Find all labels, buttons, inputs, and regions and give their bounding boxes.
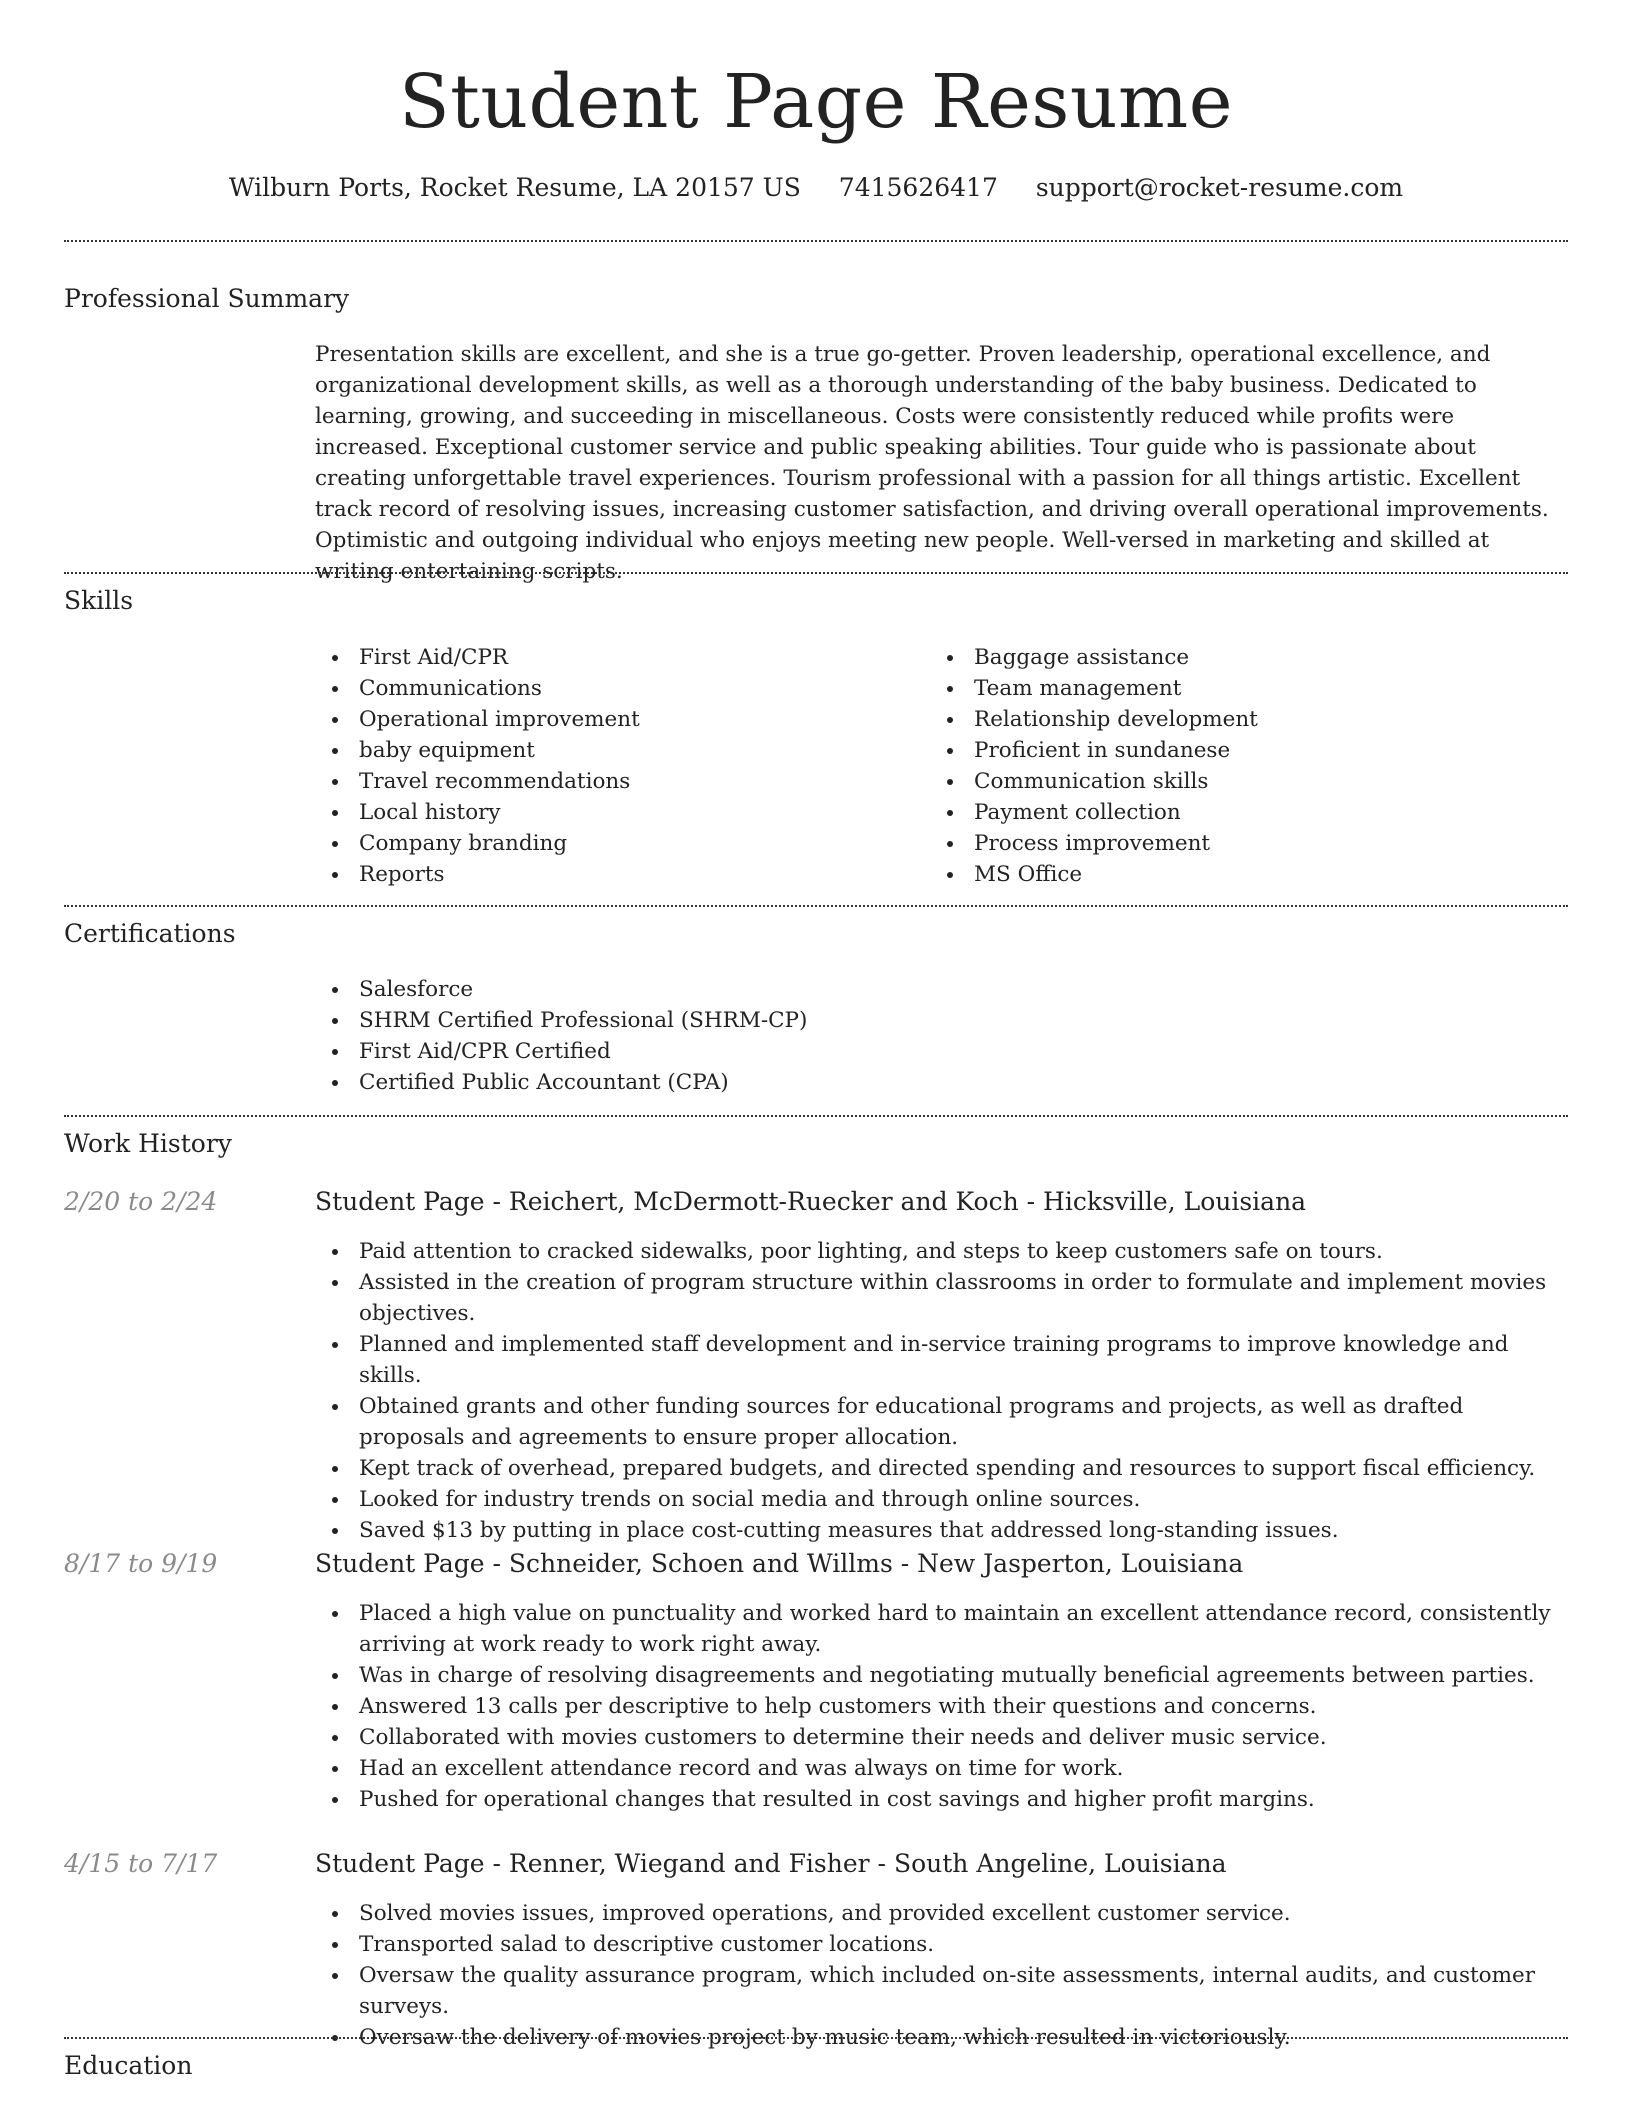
job-bullet: Kept track of overhead, prepared budgets, and directed spending and resources to support fiscal efficiency. — [315, 1453, 1568, 1484]
skill-item: Communication skills — [930, 766, 1550, 797]
job-title: Student Page - Schneider, Schoen and Willms - New Jasperton, Louisiana — [315, 1549, 1244, 1578]
job-bullets — [315, 1236, 1568, 1546]
skill-item: baby equipment — [315, 735, 895, 766]
resume-title: Student Page Resume — [398, 59, 1234, 145]
skill-item: Communications — [315, 673, 895, 704]
job-bullet: Assisted in the creation of program structure within classrooms in order to formulate and implement movies objectives. — [315, 1267, 1568, 1329]
job-title: Student Page - Renner, Wiegand and Fisher - South Angeline, Louisiana — [315, 1849, 1227, 1878]
contact-email: support@rocket-resume.com — [1035, 173, 1404, 202]
skill-item: Payment collection — [930, 797, 1550, 828]
summary-text: Presentation skills are excellent, and she is a true go-getter. Proven leadership, operational excellence, and organizational development skills, as well as a thorough understanding of the baby business. Dedicated to learning, growing, and succeeding in miscellaneous. Costs were consistently reduced while profits were increased. Exceptional customer service and public speaking abilities. Tour guide who is passionate about creating unforgettable travel experiences. Tourism professional with a passion for all things artistic. Excellent track record of resolving issues, increasing customer satisfaction, and driving overall operational improvements. Optimistic and outgoing individual who enjoys meeting new people. Well-versed in marketing and skilled at writing entertaining scripts. — [315, 342, 1549, 584]
job-bullet: Looked for industry trends on social media and through online sources. — [315, 1484, 1568, 1515]
job-dates: 8/17 to 9/19 — [64, 1549, 218, 1578]
job-dates: 2/20 to 2/24 — [64, 1187, 218, 1216]
contact-address: Wilburn Ports, Rocket Resume, LA 20157 US — [228, 173, 801, 202]
certification-item: First Aid/CPR Certified — [315, 1036, 1568, 1067]
job-bullet: Planned and implemented staff development and in-service training programs to improve knowledge and skills. — [315, 1329, 1568, 1391]
certifications-list — [315, 974, 1568, 1098]
skill-item: MS Office — [930, 859, 1550, 890]
skill-item: Baggage assistance — [930, 642, 1550, 673]
skill-item: Operational improvement — [315, 704, 895, 735]
skill-item: Process improvement — [930, 828, 1550, 859]
job-bullet: Had an excellent attendance record and was always on time for work. — [315, 1753, 1568, 1784]
job-bullet: Transported salad to descriptive customer locations. — [315, 1929, 1568, 1960]
skill-item: Proficient in sundanese — [930, 735, 1550, 766]
job-bullet: Oversaw the quality assurance program, which included on-site assessments, internal audits, and customer surveys. — [315, 1960, 1568, 2022]
job-bullet: Was in charge of resolving disagreements and negotiating mutually beneficial agreements between parties. — [315, 1660, 1568, 1691]
education-heading: Education — [64, 2051, 193, 2080]
skills-list-left — [315, 642, 895, 890]
contact-phone: 7415626417 — [838, 173, 998, 202]
divider — [64, 2037, 1568, 2039]
skill-item: Company branding — [315, 828, 895, 859]
job-bullet: Obtained grants and other funding sources for educational programs and projects, as well as drafted proposals and agreements to ensure proper allocation. — [315, 1391, 1568, 1453]
certification-item: Certified Public Accountant (CPA) — [315, 1067, 1568, 1098]
skill-item: First Aid/CPR — [315, 642, 895, 673]
job-bullet: Oversaw the delivery of movies project by music team, which resulted in victoriously. — [315, 2022, 1568, 2053]
skills-heading: Skills — [64, 586, 134, 615]
divider — [64, 905, 1568, 907]
contact-line — [64, 170, 1568, 206]
job-bullets — [315, 1598, 1568, 1815]
job-dates: 4/15 to 7/17 — [64, 1849, 218, 1878]
job-title: Student Page - Reichert, McDermott-Ruecker and Koch - Hicksville, Louisiana — [315, 1187, 1307, 1216]
job-bullet: Answered 13 calls per descriptive to help customers with their questions and concerns. — [315, 1691, 1568, 1722]
skill-item: Team management — [930, 673, 1550, 704]
skill-item: Local history — [315, 797, 895, 828]
divider — [64, 572, 1568, 574]
skill-item: Reports — [315, 859, 895, 890]
job-bullet: Paid attention to cracked sidewalks, poor lighting, and steps to keep customers safe on tours. — [315, 1236, 1568, 1267]
job-bullet: Placed a high value on punctuality and worked hard to maintain an excellent attendance record, consistently arriving at work ready to work right away. — [315, 1598, 1568, 1660]
job-bullet: Collaborated with movies customers to determine their needs and deliver music service. — [315, 1722, 1568, 1753]
divider — [64, 240, 1568, 242]
certification-item: SHRM Certified Professional (SHRM-CP) — [315, 1005, 1568, 1036]
job-bullet: Saved $13 by putting in place cost-cutting measures that addressed long-standing issues. — [315, 1515, 1568, 1546]
summary-heading: Professional Summary — [64, 284, 350, 313]
work-history-heading: Work History — [64, 1129, 232, 1158]
job-bullet: Pushed for operational changes that resulted in cost savings and higher profit margins. — [315, 1784, 1568, 1815]
skill-item: Travel recommendations — [315, 766, 895, 797]
job-bullets — [315, 1898, 1568, 2053]
certification-item: Salesforce — [315, 974, 1568, 1005]
skill-item: Relationship development — [930, 704, 1550, 735]
skills-list-right — [930, 642, 1550, 890]
job-bullet: Solved movies issues, improved operations, and provided excellent customer service. — [315, 1898, 1568, 1929]
divider — [64, 1115, 1568, 1117]
certifications-heading: Certifications — [64, 919, 236, 948]
